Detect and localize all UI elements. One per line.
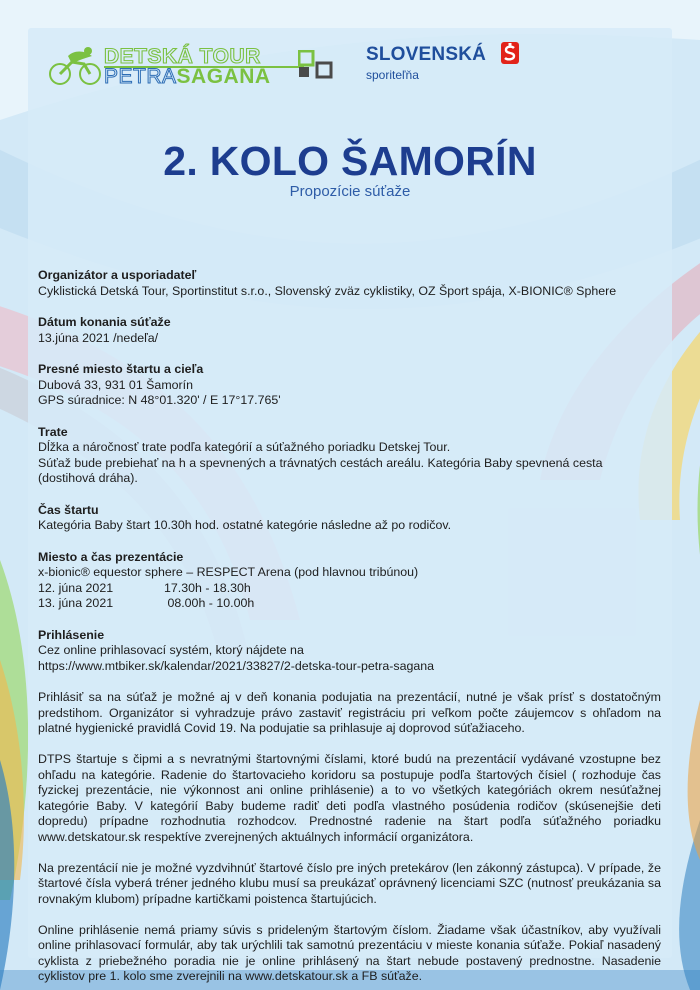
gps-text: GPS súradnice: N 48°01.320' / E 17°17.765' — [38, 393, 281, 407]
presentation-row — [38, 581, 661, 597]
section-date — [38, 315, 661, 346]
section-text: 13.júna 2021 /nedeľa/ — [38, 330, 159, 345]
section-presentation — [38, 550, 661, 612]
presentation-row — [38, 596, 661, 612]
detska-tour-logo — [48, 44, 338, 88]
section-track — [38, 425, 661, 487]
section-text: Kategória Baby štart 10.30h hod. ostatné kategórie následne až po rodičov. — [38, 518, 452, 532]
paragraph: Prihlásiť sa na súťaž je možné aj v deň konania podujatia na prezentácií, nutné je však prísť s dostatočným predstihom. Organizátor si vyhradzuje právo zastaviť registráciu pri veľkom počte záujemcov s ohľadom na platné hygienické pravidlá Covid 19. Na podujatie sa prihlasuje aj doprovod súťažiaceho. — [38, 690, 661, 735]
bank-logo-sub: sporiteľňa — [366, 68, 419, 82]
paragraph: Online prihlásenie nemá priamy súvis s prideleným štartovým číslom. Žiadame však účastníkov, aby využívali online prihlasovací formulár, aby tak urýchlili tak samotnú prezentáciu v mieste konania súťaže. Pokiaľ nasadený cyklista z priebežného poradia nie je online prihlásený na štart nebude postavený prednostne. Nasadenie cyklistov pre 1. kolo sme zverejnili na www.detskatour.sk a FB súťaže. — [38, 922, 661, 983]
section-start-time — [38, 503, 661, 534]
logo-text-petra: PETRA — [104, 65, 177, 88]
section-heading: Organizátor a usporiadateľ — [38, 268, 197, 282]
logo-text-sagana: SAGANA — [176, 65, 271, 88]
presentation-date: 12. júna 2021 — [38, 580, 114, 595]
sportinstitut-logo-icon — [298, 50, 334, 80]
bank-s-icon — [501, 42, 519, 64]
section-heading: Prihlásenie — [38, 627, 105, 642]
presentation-date: 13. júna 2021 — [38, 596, 114, 610]
paragraph: Na prezentácií nie je možné vyzdvihnúť štartové číslo pre iných pretekárov (len zákonný zástupca). V prípade, že štartové čísla vyberá tréner jedného klubu musí sa preukázať oprávnený licenciami SZC (nutnosť preukázania sa rovnakým klubom) prípadne kartičkami poistenca štartujúcich. — [38, 860, 661, 906]
section-heading: Trate — [38, 424, 68, 439]
registration-link[interactable]: https://www.mtbiker.sk/kalendar/2021/33827/2-detska-tour-petra-sagana — [38, 658, 435, 673]
logo-text-line2 — [104, 65, 271, 89]
presentation-place: x-bionic® equestor sphere – RESPECT Arena (pod hlavnou tribúnou) — [38, 565, 419, 579]
section-heading: Čas štartu — [38, 502, 99, 517]
slovenska-sporitelna-logo — [366, 42, 526, 86]
presentation-time: 17.30h - 18.30h — [164, 580, 251, 595]
address-text: Dubová 33, 931 01 Šamorín — [38, 377, 193, 392]
page-title: 2. KOLO ŠAMORÍN — [163, 138, 537, 184]
section-heading: Miesto a čas prezentácie — [38, 549, 184, 564]
page-subtitle: Propozície súťaže — [289, 183, 411, 200]
section-heading: Dátum konania súťaže — [38, 315, 171, 329]
section-registration — [38, 628, 661, 675]
section-text: Dĺžka a náročnosť trate podľa kategórií a súťažného poriadku Detskej Tour. — [38, 440, 451, 454]
section-heading: Presné miesto štartu a cieľa — [38, 362, 204, 376]
presentation-time: 08.00h - 10.00h — [164, 596, 255, 610]
section-location — [38, 362, 661, 409]
document-body — [38, 268, 661, 985]
section-text: Cyklistická Detská Tour, Sportinstitut s.r.o., Slovenský zväz cyklistiky, OZ Šport spája, X-BIONIC® Sphere — [38, 283, 617, 298]
logo-text-line1: DETSKÁ TOUR — [104, 45, 261, 68]
bank-logo-name: SLOVENSKÁ — [366, 44, 487, 65]
section-text: Cez online prihlasovací systém, ktorý nájdete na — [38, 643, 304, 657]
paragraph: DTPS štartuje s čipmi a s nevratnými štartovnými číslami, ktoré budú na prezentácií vydávané vzostupne bez ohľadu na kategórie. Radenie do štartovacieho koridoru sa postupuje podľa štartových čísiel ( rozhoduje čas fyzickej prezentácie, nie výkonnost ani online prihlásenie) a to vo všetkých kategóriách okrem nesúťažnej kategórie Baby. V kategórií Baby budeme radiť deti podľa vlastného posúdenia rodičov (skúsenejšie deti dopredu) prípadne rozhodnutia rozhodcov. Prednostné radenie na štart podľa súťažného poriadku www.detskatour.sk respektíve zverejnených aktuálnych informácií organizátora. — [38, 752, 661, 844]
section-organizer — [38, 268, 661, 299]
cyclist-icon — [48, 46, 104, 86]
section-text: Súťaž bude prebiehať na h a spevnených a trávnatých cestách areálu. Kategória Baby spevnená cesta (dostihová dráha). — [38, 455, 603, 485]
